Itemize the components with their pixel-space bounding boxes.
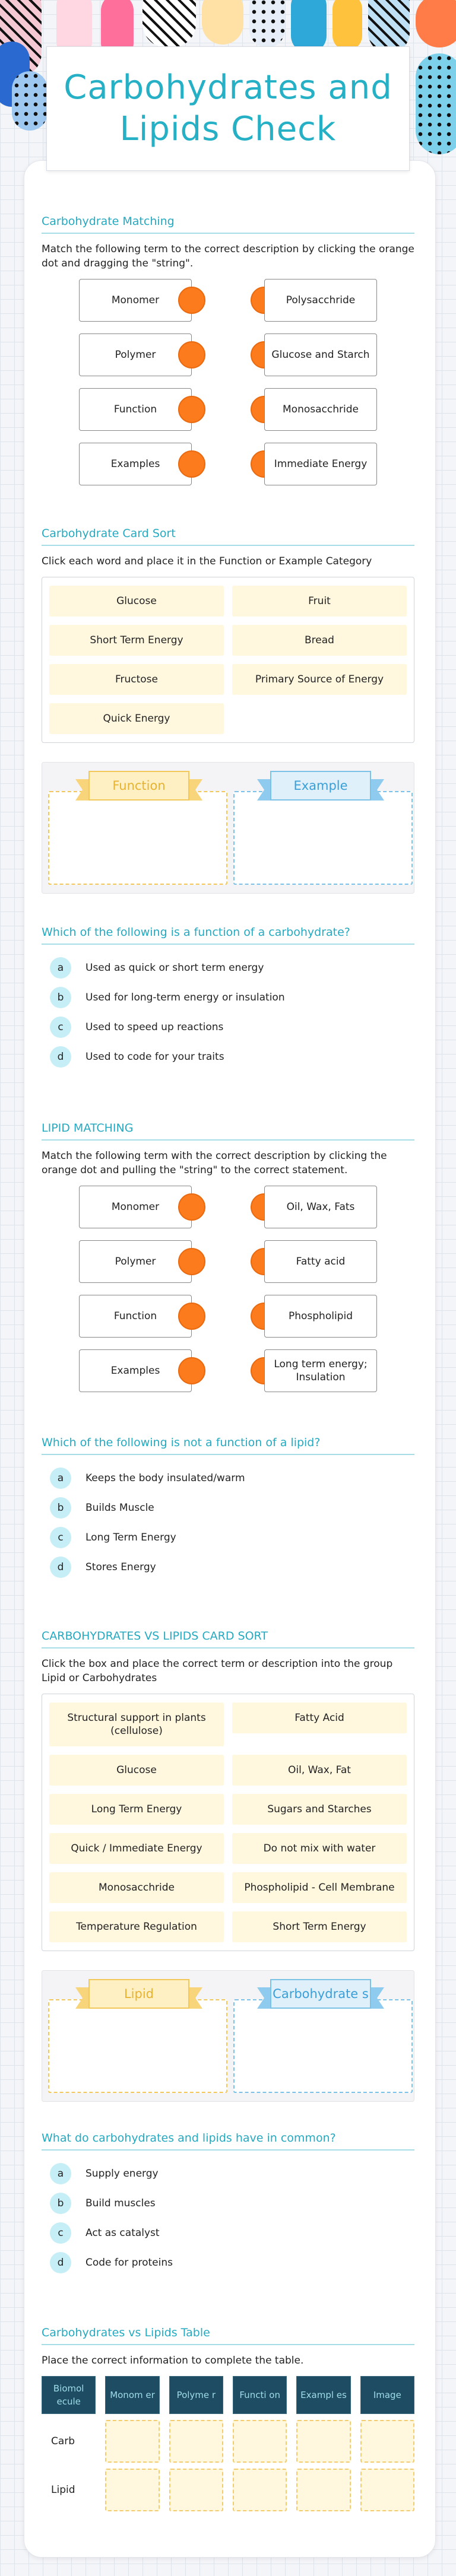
question-3	[42, 2132, 414, 2278]
option-text: Act as catalyst	[86, 2227, 160, 2239]
match-description: Immediate Energy	[264, 443, 377, 485]
decor-shape	[291, 0, 327, 53]
match-description: Monosacchride	[264, 388, 377, 431]
instructions: Click each word and place it in the Function or Example Category	[42, 555, 372, 567]
sort-card[interactable]: Short Term Energy	[49, 625, 224, 656]
match-row	[42, 1240, 414, 1284]
match-description: Fatty acid	[264, 1240, 377, 1283]
comparison-table	[42, 2376, 414, 2511]
match-description: Phospholipid	[264, 1295, 377, 1338]
question-title: Which of the following is not a function of a lipid?	[42, 1436, 414, 1455]
drop-cell[interactable]	[360, 2420, 414, 2463]
option-letter: a	[50, 957, 71, 979]
option[interactable]	[42, 2248, 414, 2278]
match-dot[interactable]	[178, 1357, 205, 1384]
option-letter: b	[50, 987, 71, 1008]
option-text: Used to speed up reactions	[86, 1021, 224, 1033]
category-ribbon	[75, 771, 202, 809]
sort-card[interactable]: Quick / Immediate Energy	[49, 1833, 224, 1864]
sort-card[interactable]: Short Term Energy	[232, 1911, 407, 1942]
option-text: Used as quick or short term energy	[86, 962, 264, 974]
category-label: Function	[88, 771, 189, 801]
match-dot[interactable]	[178, 396, 205, 423]
option-text: Code for proteins	[86, 2257, 173, 2269]
match-dot[interactable]	[178, 1248, 205, 1275]
option[interactable]	[42, 1523, 414, 1552]
option-text: Used to code for your traits	[86, 1051, 224, 1063]
option-letter: a	[50, 2163, 71, 2184]
row-label: Carb	[51, 2435, 75, 2447]
drop-cell[interactable]	[360, 2469, 414, 2511]
option-text: Long Term Energy	[86, 1532, 176, 1543]
column-header: Biomol ecule	[42, 2376, 96, 2414]
section-title: Carbohydrates vs Lipids Table	[42, 2326, 414, 2345]
card-tray	[42, 577, 414, 743]
sort-card[interactable]: Oil, Wax, Fat	[232, 1755, 407, 1786]
sort-card[interactable]: Sugars and Starches	[232, 1794, 407, 1825]
match-description: Oil, Wax, Fats	[264, 1186, 377, 1228]
option-letter: b	[50, 1497, 71, 1519]
drop-area	[42, 762, 414, 894]
carb-matching-section	[42, 215, 414, 497]
option-letter: b	[50, 2193, 71, 2214]
drop-cell[interactable]	[296, 2420, 350, 2463]
option[interactable]	[42, 2218, 414, 2248]
sort-card[interactable]: Bread	[232, 625, 407, 656]
drop-area	[42, 1970, 414, 2102]
section-title: Carbohydrate Card Sort	[42, 527, 414, 546]
option[interactable]	[42, 1012, 414, 1042]
decor-shape	[142, 0, 196, 47]
column-header: Image	[360, 2376, 414, 2414]
sort-card[interactable]: Fructose	[49, 664, 224, 695]
option-letter: d	[50, 1557, 71, 1578]
sort-card[interactable]: Glucose	[49, 586, 224, 617]
match-row	[42, 1186, 414, 1230]
category-ribbon	[257, 771, 384, 809]
option-text: Keeps the body insulated/warm	[86, 1472, 245, 1484]
carb-card-sort-section	[42, 527, 414, 894]
page-title: Carbohydrates and Lipids Check	[64, 68, 392, 148]
column-header: Functi on	[233, 2376, 287, 2414]
row-label: Lipid	[51, 2484, 75, 2496]
sort-card[interactable]: Phospholipid - Cell Membrane	[232, 1872, 407, 1903]
section-title: CARBOHYDRATES VS LIPIDS CARD SORT	[42, 1630, 414, 1648]
instructions: Place the correct information to complete the table.	[42, 2355, 304, 2367]
option[interactable]	[42, 1042, 414, 1072]
options-list	[42, 953, 414, 1072]
option[interactable]	[42, 983, 414, 1012]
option-letter: c	[50, 2222, 71, 2244]
option[interactable]	[42, 1493, 414, 1523]
option-text: Supply energy	[86, 2168, 159, 2180]
match-description: Glucose and Starch	[264, 333, 377, 376]
match-dot[interactable]	[178, 1303, 205, 1330]
match-dot[interactable]	[178, 341, 205, 369]
match-dot[interactable]	[178, 1193, 205, 1221]
match-term: Examples	[79, 1349, 192, 1392]
instructions: Click the box and place the correct term or description into the group Lipid or Carbohydrates	[42, 1658, 393, 1684]
question-1	[42, 926, 414, 1072]
drop-cell[interactable]	[233, 2469, 287, 2511]
options-list	[42, 2159, 414, 2278]
match-row	[42, 443, 414, 487]
decor-shape	[249, 0, 285, 47]
sort-card[interactable]: Quick Energy	[49, 703, 224, 734]
drop-cell[interactable]	[105, 2469, 159, 2511]
match-term: Polymer	[79, 333, 192, 376]
category-label: Example	[270, 771, 371, 801]
match-row	[42, 333, 414, 377]
option-text: Builds Muscle	[86, 1502, 154, 1514]
sort-card[interactable]: Glucose	[49, 1755, 224, 1786]
option-letter: c	[50, 1017, 71, 1038]
match-description: Polysacchride	[264, 279, 377, 322]
section-title: Carbohydrate Matching	[42, 215, 414, 234]
option-text: Build muscles	[86, 2197, 156, 2209]
sort-card[interactable]: Primary Source of Energy	[232, 664, 407, 695]
column-header: Exampl es	[296, 2376, 350, 2414]
question-title: Which of the following is a function of a carbohydrate?	[42, 926, 414, 945]
category-ribbon	[257, 1979, 384, 2017]
sort-card[interactable]: Do not mix with water	[232, 1833, 407, 1864]
match-row	[42, 1295, 414, 1339]
question-title: What do carbohydrates and lipids have in common?	[42, 2132, 414, 2151]
match-dot[interactable]	[178, 287, 205, 314]
table-section	[42, 2326, 414, 2511]
drop-cell[interactable]	[169, 2469, 223, 2511]
match-term: Monomer	[79, 1186, 192, 1228]
decor-shape	[416, 0, 456, 47]
options-list	[42, 1463, 414, 1582]
category-ribbon	[75, 1979, 202, 2017]
match-term: Polymer	[79, 1240, 192, 1283]
sort-card[interactable]: Monosacchride	[49, 1872, 224, 1903]
column-header: Monom er	[105, 2376, 159, 2414]
option[interactable]	[42, 953, 414, 983]
decor-shape	[202, 0, 243, 45]
lipid-matching-section	[42, 1122, 414, 1404]
category-label: Lipid	[88, 1979, 189, 2009]
decor-shape	[12, 71, 48, 131]
match-term: Function	[79, 388, 192, 431]
drop-cell[interactable]	[233, 2420, 287, 2463]
option-letter: d	[50, 1046, 71, 1068]
option-text: Stores Energy	[86, 1561, 156, 1573]
option-text: Used for long-term energy or insulation	[86, 992, 285, 1003]
sort-card[interactable]: Structural support in plants (cellulose)	[49, 1702, 224, 1746]
card-tray	[42, 1694, 414, 1951]
option-letter: c	[50, 1527, 71, 1548]
drop-cell[interactable]	[105, 2420, 159, 2463]
option[interactable]	[42, 2159, 414, 2189]
option[interactable]	[42, 1463, 414, 1493]
match-term: Monomer	[79, 279, 192, 322]
drop-cell[interactable]	[296, 2469, 350, 2511]
sort-card[interactable]: Long Term Energy	[49, 1794, 224, 1825]
carb-lipid-card-sort-section	[42, 1630, 414, 2102]
matching-grid	[42, 279, 414, 487]
drop-cell[interactable]	[169, 2420, 223, 2463]
sort-card[interactable]: Temperature Regulation	[49, 1911, 224, 1942]
sort-card[interactable]: Fatty Acid	[232, 1702, 407, 1733]
option-letter: d	[50, 2252, 71, 2273]
decor-shape	[416, 53, 456, 154]
decor-shape	[332, 0, 362, 50]
title-card	[46, 46, 410, 171]
question-2	[42, 1436, 414, 1582]
decor-shape	[368, 0, 410, 53]
match-dot[interactable]	[178, 450, 205, 478]
sort-card[interactable]: Fruit	[232, 586, 407, 617]
section-title: LIPID MATCHING	[42, 1122, 414, 1141]
match-row	[42, 388, 414, 432]
instructions: Match the following term with the correct description by clicking the orange dot and pulling the "string" to the correct statement.	[42, 1150, 387, 1176]
option[interactable]	[42, 1552, 414, 1582]
match-description: Long term energy; Insulation	[264, 1349, 377, 1392]
match-row	[42, 279, 414, 323]
column-header: Polyme r	[169, 2376, 223, 2414]
match-row	[42, 1349, 414, 1393]
match-term: Function	[79, 1295, 192, 1338]
match-term: Examples	[79, 443, 192, 485]
option-letter: a	[50, 1468, 71, 1489]
option[interactable]	[42, 2189, 414, 2218]
category-label: Carbohydrate s	[270, 1979, 371, 2009]
instructions: Match the following term to the correct description by clicking the orange dot and dragging the "string".	[42, 243, 414, 269]
matching-grid	[42, 1186, 414, 1393]
